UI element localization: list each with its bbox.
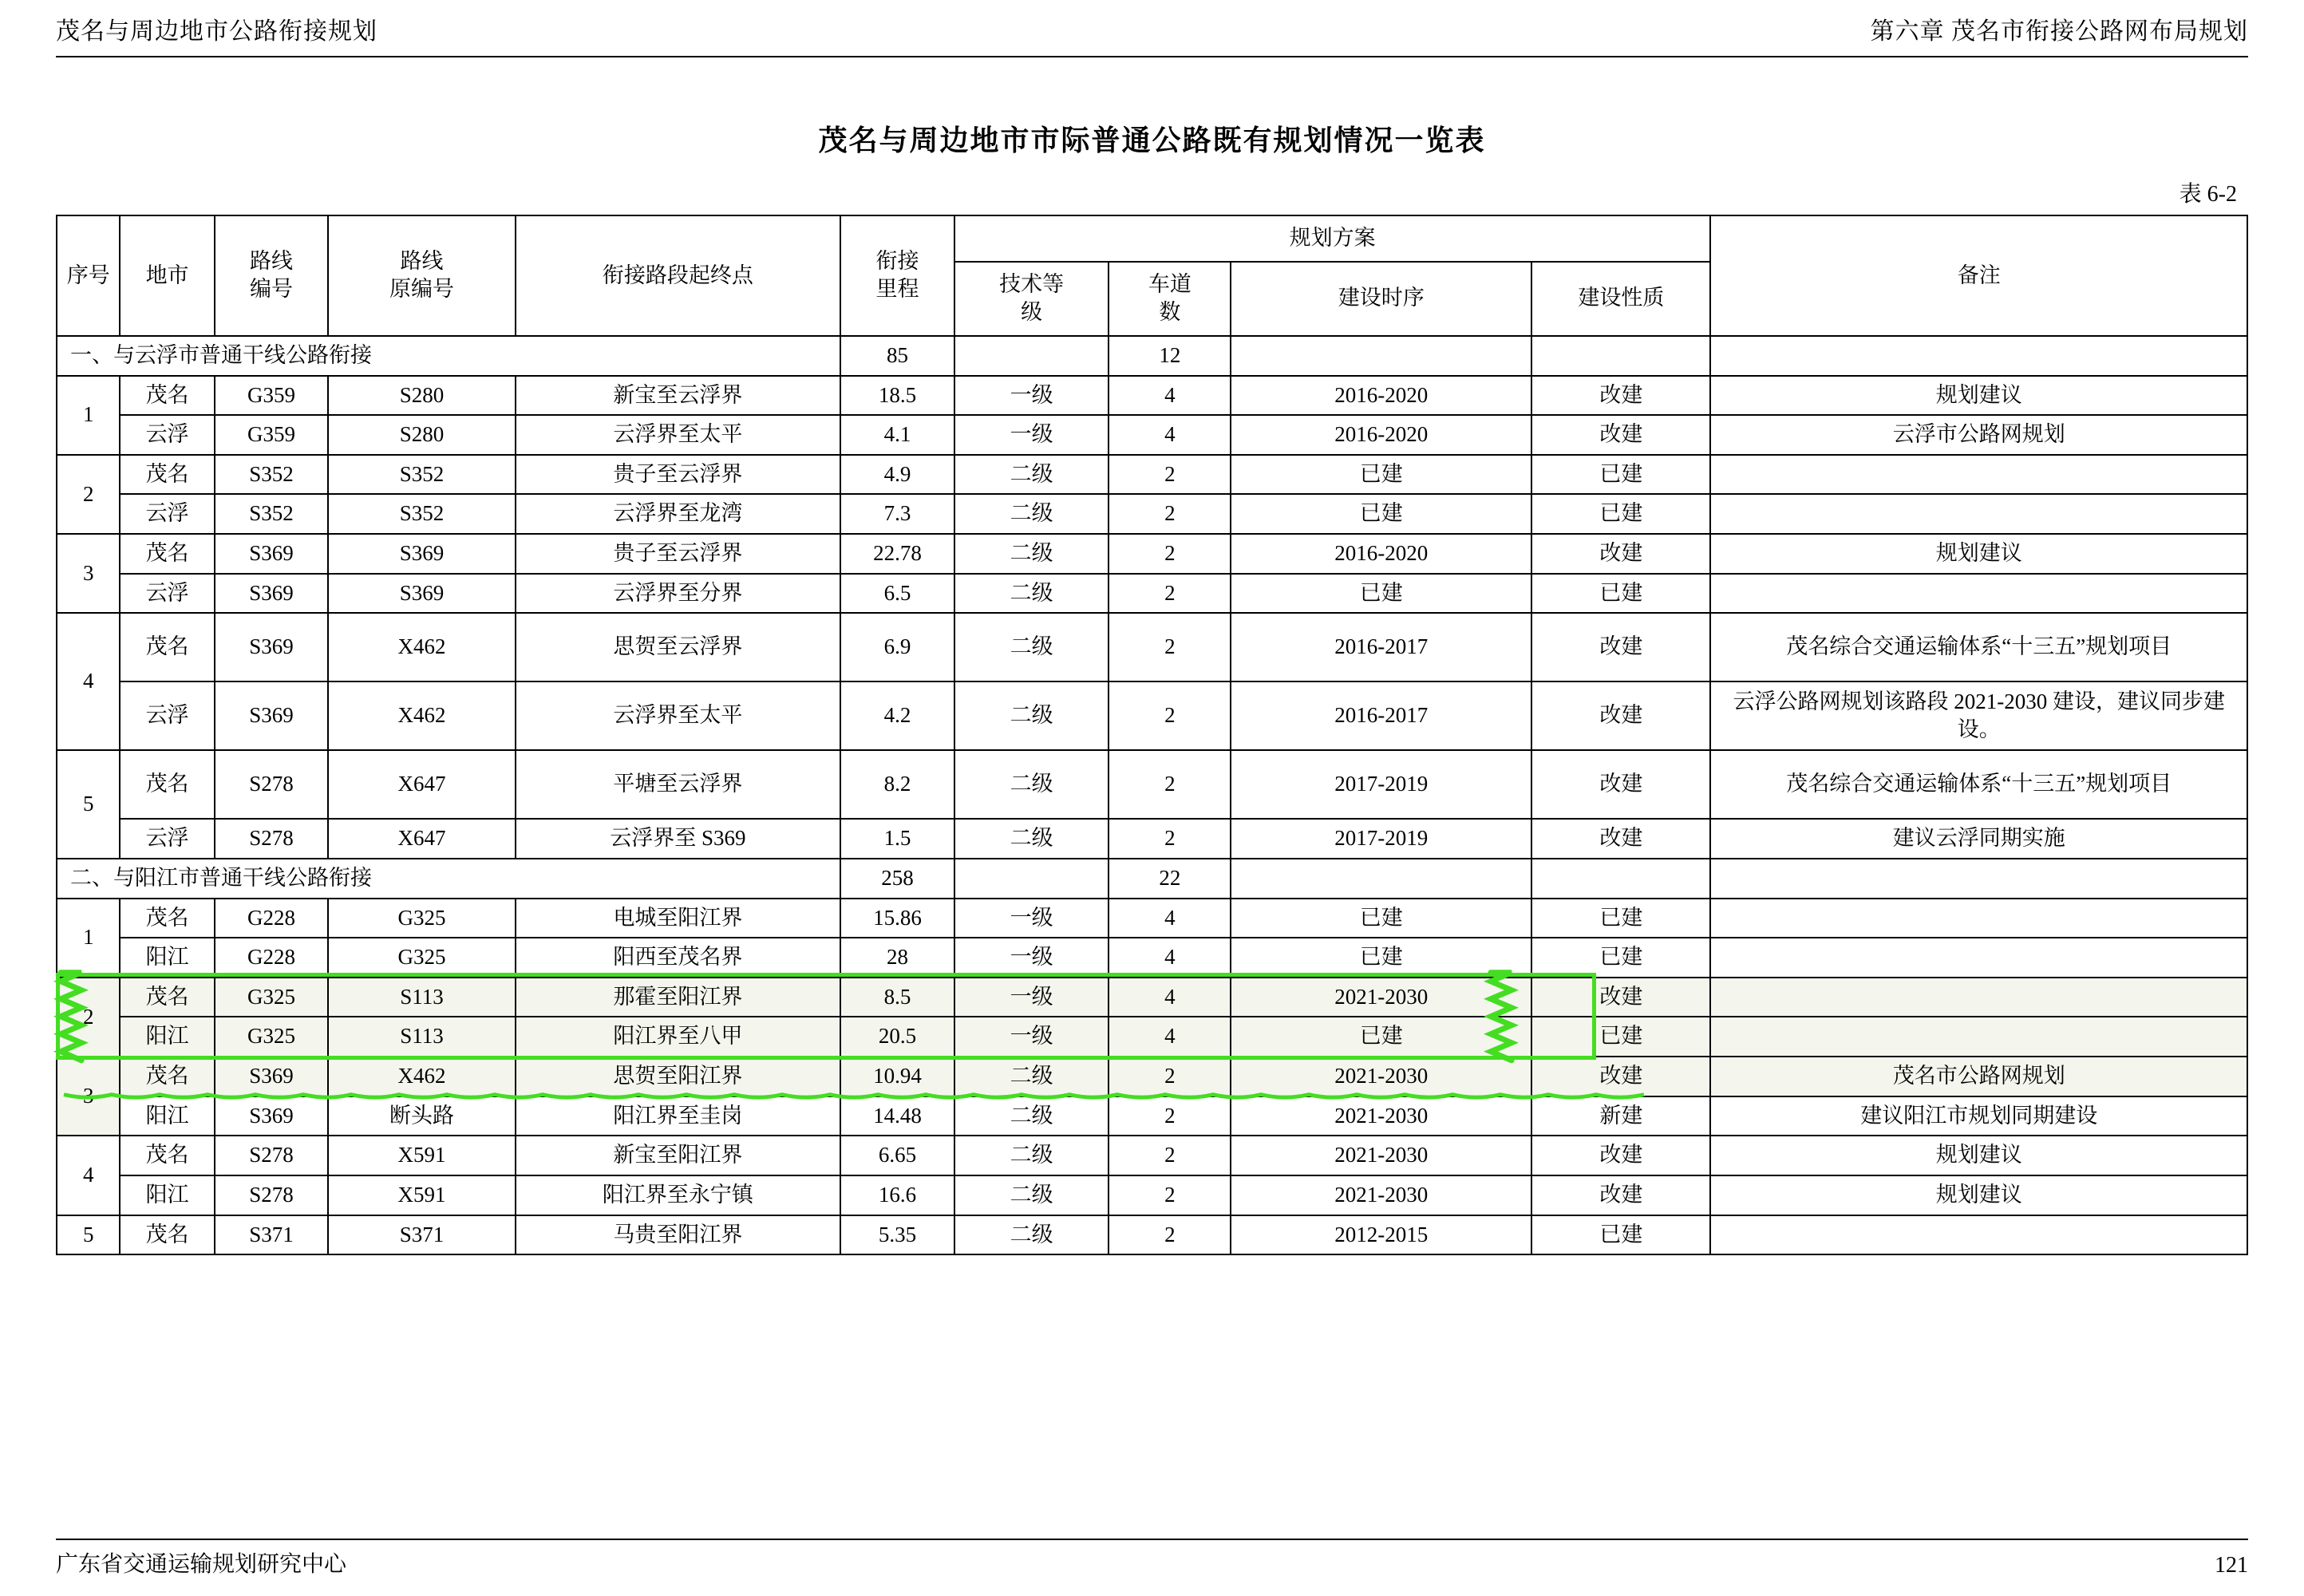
cell-schedule: 2016-2017	[1231, 681, 1531, 750]
cell-mileage: 15.86	[840, 899, 954, 938]
cell-tech-level: 一级	[954, 899, 1109, 938]
cell-note: 规划建议	[1710, 1175, 2247, 1215]
cell-segment: 思贺至阳江界	[516, 1057, 841, 1096]
cell-mileage: 4.9	[840, 455, 954, 495]
cell-schedule: 2021-2030	[1231, 1136, 1531, 1175]
table-row	[57, 1136, 2247, 1175]
cell-note: 云浮公路网规划该路段 2021-2030 建设，建议同步建设。	[1710, 681, 2247, 750]
cell-mileage: 1.5	[840, 819, 954, 859]
cell-original-code: S280	[328, 415, 515, 455]
table-header-row-1	[57, 215, 2247, 262]
running-header	[56, 0, 2248, 62]
cell-lane-count: 2	[1109, 819, 1231, 859]
section-schedule-blank	[1231, 336, 1531, 376]
cell-nature: 改建	[1531, 534, 1710, 574]
th-city: 地市	[120, 215, 214, 336]
table-row	[57, 534, 2247, 574]
cell-nature: 已建	[1531, 494, 1710, 534]
table-row	[57, 681, 2247, 750]
cell-segment: 贵子至云浮界	[516, 534, 841, 574]
cell-tech-level: 二级	[954, 1096, 1109, 1136]
cell-route-code: S278	[215, 1136, 329, 1175]
table-row	[57, 415, 2247, 455]
section-nature-blank	[1531, 336, 1710, 376]
cell-segment: 云浮界至 S369	[516, 819, 841, 859]
cell-index: 4	[57, 613, 120, 750]
cell-segment: 贵子至云浮界	[516, 455, 841, 495]
cell-segment: 阳西至茂名界	[516, 938, 841, 978]
th-mileage	[840, 215, 954, 336]
cell-tech-level: 一级	[954, 938, 1109, 978]
cell-note	[1710, 978, 2247, 1017]
cell-note	[1710, 455, 2247, 495]
cell-city: 云浮	[120, 415, 214, 455]
cell-city: 茂名	[120, 978, 214, 1017]
cell-route-code: S371	[215, 1215, 329, 1255]
cell-index: 3	[57, 534, 120, 613]
cell-schedule: 2016-2017	[1231, 613, 1531, 681]
cell-original-code: G325	[328, 899, 515, 938]
section-total-lanes: 22	[1109, 859, 1231, 899]
cell-mileage: 10.94	[840, 1057, 954, 1096]
cell-lane-count: 4	[1109, 899, 1231, 938]
cell-mileage: 6.5	[840, 574, 954, 614]
cell-lane-count: 4	[1109, 978, 1231, 1017]
cell-note: 云浮市公路网规划	[1710, 415, 2247, 455]
cell-original-code: X591	[328, 1175, 515, 1215]
cell-route-code: G325	[215, 1017, 329, 1057]
cell-index: 1	[57, 376, 120, 455]
cell-segment: 阳江界至永宁镇	[516, 1175, 841, 1215]
planning-table	[56, 215, 2248, 1255]
cell-nature: 改建	[1531, 1136, 1710, 1175]
cell-original-code: X462	[328, 613, 515, 681]
cell-mileage: 22.78	[840, 534, 954, 574]
section-note-blank	[1710, 336, 2247, 376]
cell-index: 5	[57, 750, 120, 859]
cell-route-code: G325	[215, 978, 329, 1017]
footer-organization: 广东省交通运输规划研究中心	[56, 1552, 347, 1577]
th-original-code-line1: 路线	[400, 248, 444, 273]
cell-segment: 云浮界至太平	[516, 415, 841, 455]
cell-nature: 已建	[1531, 455, 1710, 495]
table-row	[57, 938, 2247, 978]
cell-schedule: 2016-2020	[1231, 534, 1531, 574]
th-mileage-line2: 里程	[875, 277, 919, 302]
cell-mileage: 8.2	[840, 750, 954, 819]
cell-schedule: 已建	[1231, 899, 1531, 938]
cell-original-code: S352	[328, 455, 515, 495]
table-head	[57, 215, 2247, 336]
th-route-code-line1: 路线	[249, 248, 293, 273]
cell-tech-level: 二级	[954, 681, 1109, 750]
cell-route-code: S352	[215, 455, 329, 495]
running-header-right: 第六章 茂名市衔接公路网布局规划	[1870, 18, 2248, 45]
cell-lane-count: 4	[1109, 376, 1231, 416]
cell-original-code: S369	[328, 574, 515, 614]
cell-index: 3	[57, 1057, 120, 1136]
cell-original-code: S113	[328, 978, 515, 1017]
cell-city: 茂名	[120, 455, 214, 495]
cell-note: 茂名综合交通运输体系“十三五”规划项目	[1710, 750, 2247, 819]
cell-schedule: 已建	[1231, 938, 1531, 978]
cell-index: 4	[57, 1136, 120, 1215]
th-original-code-line2: 原编号	[389, 277, 454, 302]
cell-city: 阳江	[120, 1017, 214, 1057]
cell-segment: 马贵至阳江界	[516, 1215, 841, 1255]
cell-tech-level: 一级	[954, 1017, 1109, 1057]
cell-route-code: S369	[215, 534, 329, 574]
cell-tech-level: 二级	[954, 494, 1109, 534]
th-tech-level-line2: 级	[1021, 300, 1043, 325]
th-mileage-line1: 衔接	[875, 248, 919, 273]
cell-route-code: S369	[215, 1057, 329, 1096]
cell-lane-count: 2	[1109, 1215, 1231, 1255]
th-lane-count-line1: 车道	[1148, 271, 1192, 296]
cell-lane-count: 4	[1109, 1017, 1231, 1057]
th-index: 序号	[57, 215, 120, 336]
cell-nature: 改建	[1531, 613, 1710, 681]
cell-note: 规划建议	[1710, 376, 2247, 416]
cell-nature: 已建	[1531, 574, 1710, 614]
cell-tech-level: 二级	[954, 1136, 1109, 1175]
cell-mileage: 6.9	[840, 613, 954, 681]
footer-page-number: 121	[2215, 1553, 2248, 1578]
cell-city: 云浮	[120, 494, 214, 534]
cell-segment: 云浮界至龙湾	[516, 494, 841, 534]
cell-segment: 那霍至阳江界	[516, 978, 841, 1017]
cell-index: 2	[57, 978, 120, 1057]
cell-original-code: X591	[328, 1136, 515, 1175]
th-plan-group: 规划方案	[954, 215, 1711, 262]
cell-original-code: S352	[328, 494, 515, 534]
cell-city: 茂名	[120, 899, 214, 938]
cell-original-code: S371	[328, 1215, 515, 1255]
table-body	[57, 336, 2247, 1254]
cell-mileage: 14.48	[840, 1096, 954, 1136]
section-title: 一、与云浮市普通干线公路衔接	[57, 336, 840, 376]
cell-nature: 已建	[1531, 1017, 1710, 1057]
cell-nature: 改建	[1531, 750, 1710, 819]
cell-lane-count: 4	[1109, 938, 1231, 978]
cell-original-code: 断头路	[328, 1096, 515, 1136]
cell-route-code: G359	[215, 415, 329, 455]
cell-mileage: 7.3	[840, 494, 954, 534]
cell-schedule: 2021-2030	[1231, 978, 1531, 1017]
cell-lane-count: 2	[1109, 1057, 1231, 1096]
cell-lane-count: 2	[1109, 750, 1231, 819]
cell-note: 规划建议	[1710, 534, 2247, 574]
cell-lane-count: 2	[1109, 455, 1231, 495]
section-header-row	[57, 859, 2247, 899]
cell-segment: 思贺至云浮界	[516, 613, 841, 681]
cell-mileage: 8.5	[840, 978, 954, 1017]
cell-note	[1710, 574, 2247, 614]
cell-nature: 改建	[1531, 1057, 1710, 1096]
cell-route-code: S369	[215, 1096, 329, 1136]
cell-segment: 阳江界至八甲	[516, 1017, 841, 1057]
cell-nature: 改建	[1531, 978, 1710, 1017]
th-route-code-line2: 编号	[249, 277, 293, 302]
cell-route-code: S369	[215, 681, 329, 750]
section-schedule-blank	[1231, 859, 1531, 899]
section-header-row	[57, 336, 2247, 376]
cell-schedule: 2017-2019	[1231, 819, 1531, 859]
cell-lane-count: 2	[1109, 1096, 1231, 1136]
th-nature: 建设性质	[1531, 262, 1710, 336]
table-number-label: 表 6-2	[2179, 182, 2237, 207]
cell-city: 茂名	[120, 376, 214, 416]
cell-route-code: G228	[215, 938, 329, 978]
th-tech-level	[954, 262, 1109, 336]
table-row	[57, 1215, 2247, 1255]
cell-schedule: 已建	[1231, 455, 1531, 495]
table-row	[57, 1175, 2247, 1215]
cell-original-code: S113	[328, 1017, 515, 1057]
cell-segment: 电城至阳江界	[516, 899, 841, 938]
running-header-left: 茂名与周边地市公路衔接规划	[56, 18, 377, 45]
cell-city: 云浮	[120, 819, 214, 859]
page-title: 茂名与周边地市市际普通公路既有规划情况一览表	[818, 124, 1486, 156]
cell-mileage: 20.5	[840, 1017, 954, 1057]
cell-city: 云浮	[120, 681, 214, 750]
cell-route-code: S278	[215, 1175, 329, 1215]
cell-segment: 新宝至阳江界	[516, 1136, 841, 1175]
table-row	[57, 1057, 2247, 1096]
cell-segment: 云浮界至太平	[516, 681, 841, 750]
cell-note: 茂名市公路网规划	[1710, 1057, 2247, 1096]
cell-note: 茂名综合交通运输体系“十三五”规划项目	[1710, 613, 2247, 681]
th-note: 备注	[1710, 215, 2247, 336]
cell-route-code: S352	[215, 494, 329, 534]
cell-tech-level: 二级	[954, 1215, 1109, 1255]
cell-lane-count: 2	[1109, 534, 1231, 574]
cell-tech-level: 二级	[954, 1057, 1109, 1096]
cell-route-code: S369	[215, 574, 329, 614]
cell-city: 云浮	[120, 574, 214, 614]
cell-tech-level: 一级	[954, 978, 1109, 1017]
cell-note: 规划建议	[1710, 1136, 2247, 1175]
cell-schedule: 已建	[1231, 574, 1531, 614]
cell-tech-level: 二级	[954, 750, 1109, 819]
table-row	[57, 613, 2247, 681]
cell-tech-level: 二级	[954, 1175, 1109, 1215]
cell-index: 2	[57, 455, 120, 534]
cell-nature: 新建	[1531, 1096, 1710, 1136]
cell-note	[1710, 494, 2247, 534]
th-schedule: 建设时序	[1231, 262, 1531, 336]
cell-city: 茂名	[120, 1057, 214, 1096]
cell-note	[1710, 1215, 2247, 1255]
cell-city: 阳江	[120, 1175, 214, 1215]
cell-tech-level: 二级	[954, 455, 1109, 495]
cell-original-code: X462	[328, 1057, 515, 1096]
cell-index: 5	[57, 1215, 120, 1255]
cell-tech-level: 一级	[954, 376, 1109, 416]
cell-note	[1710, 1017, 2247, 1057]
section-nature-blank	[1531, 859, 1710, 899]
cell-city: 茂名	[120, 1136, 214, 1175]
cell-nature: 已建	[1531, 1215, 1710, 1255]
cell-lane-count: 2	[1109, 494, 1231, 534]
cell-mileage: 5.35	[840, 1215, 954, 1255]
section-total-mileage: 258	[840, 859, 954, 899]
th-route-code	[215, 215, 329, 336]
table-row	[57, 978, 2247, 1017]
cell-lane-count: 2	[1109, 1175, 1231, 1215]
section-total-lanes: 12	[1109, 336, 1231, 376]
section-tech-blank	[954, 859, 1109, 899]
cell-schedule: 2017-2019	[1231, 750, 1531, 819]
cell-segment: 平塘至云浮界	[516, 750, 841, 819]
cell-segment: 新宝至云浮界	[516, 376, 841, 416]
table-row	[57, 750, 2247, 819]
table-row	[57, 1017, 2247, 1057]
cell-original-code: S280	[328, 376, 515, 416]
cell-route-code: S278	[215, 819, 329, 859]
cell-note	[1710, 938, 2247, 978]
cell-original-code: X647	[328, 819, 515, 859]
cell-lane-count: 2	[1109, 574, 1231, 614]
cell-nature: 改建	[1531, 1175, 1710, 1215]
cell-index: 1	[57, 899, 120, 978]
cell-mileage: 18.5	[840, 376, 954, 416]
cell-mileage: 16.6	[840, 1175, 954, 1215]
cell-schedule: 2016-2020	[1231, 415, 1531, 455]
cell-tech-level: 二级	[954, 819, 1109, 859]
th-segment: 衔接路段起终点	[516, 215, 841, 336]
cell-segment: 云浮界至分界	[516, 574, 841, 614]
table-row	[57, 376, 2247, 416]
cell-note: 建议阳江市规划同期建设	[1710, 1096, 2247, 1136]
cell-schedule: 2021-2030	[1231, 1175, 1531, 1215]
cell-original-code: G325	[328, 938, 515, 978]
cell-original-code: X647	[328, 750, 515, 819]
cell-schedule: 2016-2020	[1231, 376, 1531, 416]
cell-nature: 已建	[1531, 938, 1710, 978]
cell-tech-level: 二级	[954, 574, 1109, 614]
cell-schedule: 2021-2030	[1231, 1096, 1531, 1136]
cell-nature: 改建	[1531, 376, 1710, 416]
cell-schedule: 已建	[1231, 494, 1531, 534]
cell-nature: 改建	[1531, 415, 1710, 455]
th-lane-count	[1109, 262, 1231, 336]
cell-lane-count: 4	[1109, 415, 1231, 455]
cell-city: 茂名	[120, 613, 214, 681]
table-row	[57, 574, 2247, 614]
cell-city: 茂名	[120, 534, 214, 574]
th-lane-count-line2: 数	[1159, 300, 1181, 325]
cell-tech-level: 二级	[954, 613, 1109, 681]
cell-route-code: S278	[215, 750, 329, 819]
table-row	[57, 819, 2247, 859]
section-tech-blank	[954, 336, 1109, 376]
cell-mileage: 28	[840, 938, 954, 978]
cell-schedule: 2012-2015	[1231, 1215, 1531, 1255]
section-note-blank	[1710, 859, 2247, 899]
th-tech-level-line1: 技术等	[999, 271, 1065, 296]
table-row	[57, 899, 2247, 938]
cell-lane-count: 2	[1109, 681, 1231, 750]
th-original-code	[328, 215, 515, 336]
cell-city: 茂名	[120, 1215, 214, 1255]
table-row	[57, 494, 2247, 534]
cell-schedule: 已建	[1231, 1017, 1531, 1057]
cell-tech-level: 一级	[954, 415, 1109, 455]
cell-city: 阳江	[120, 938, 214, 978]
cell-note: 建议云浮同期实施	[1710, 819, 2247, 859]
cell-tech-level: 二级	[954, 534, 1109, 574]
cell-mileage: 4.1	[840, 415, 954, 455]
table-row	[57, 1096, 2247, 1136]
cell-route-code: G228	[215, 899, 329, 938]
page-footer	[56, 1547, 2248, 1578]
section-total-mileage: 85	[840, 336, 954, 376]
cell-city: 茂名	[120, 750, 214, 819]
cell-route-code: G359	[215, 376, 329, 416]
cell-original-code: X462	[328, 681, 515, 750]
cell-route-code: S369	[215, 613, 329, 681]
cell-lane-count: 2	[1109, 613, 1231, 681]
cell-original-code: S369	[328, 534, 515, 574]
cell-nature: 改建	[1531, 681, 1710, 750]
cell-note	[1710, 899, 2247, 938]
cell-schedule: 2021-2030	[1231, 1057, 1531, 1096]
cell-nature: 改建	[1531, 819, 1710, 859]
section-title: 二、与阳江市普通干线公路衔接	[57, 859, 840, 899]
cell-mileage: 6.65	[840, 1136, 954, 1175]
cell-segment: 阳江界至圭岗	[516, 1096, 841, 1136]
cell-city: 阳江	[120, 1096, 214, 1136]
cell-nature: 已建	[1531, 899, 1710, 938]
table-row	[57, 455, 2247, 495]
cell-lane-count: 2	[1109, 1136, 1231, 1175]
cell-mileage: 4.2	[840, 681, 954, 750]
